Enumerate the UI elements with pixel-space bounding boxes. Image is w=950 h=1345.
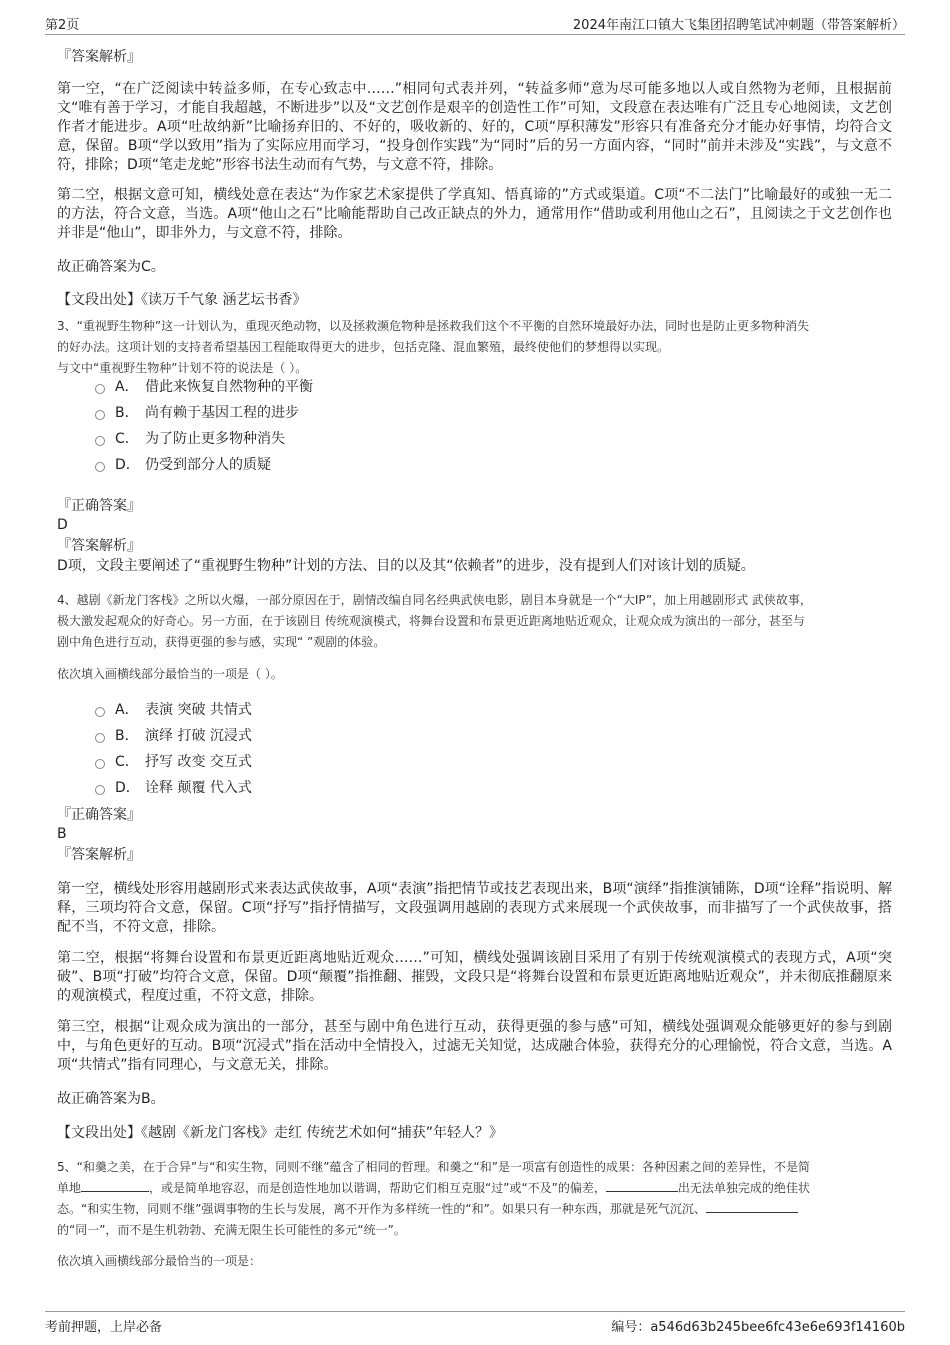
q3-answer-label: 『正确答案』 (57, 498, 141, 514)
page-header (45, 10, 905, 35)
q2-source: 【文段出处】《读万千气象 涵艺坛书香》 (57, 292, 307, 308)
q4-analysis-para-3: 第三空，根据“让观众成为演出的一部分，甚至与剧中角色进行互动，获得更强的参与感”可知，横线处强调观众能够更好的参与到剧中，与角色更好的互动。B项“沉浸式”指在活动中全情投入，过滤无关知觉，达成融合体验，获得充分的心理愉悦，符合文意，当选。A项“共情式”指有同理心，与文意无关，排除。 (57, 1019, 892, 1073)
q3-stem-line-1: 3、“重视野生物种”这一计划认为，重现灭绝动物，以及拯救濒危物种是拯救我们这个不平衡的自然环境最好办法，同时也是防止更多物种消失 (57, 319, 810, 333)
q5-stem (57, 1157, 892, 1241)
radio-icon[interactable] (95, 707, 105, 717)
page-footer (45, 1311, 905, 1336)
q3-answer: D (57, 517, 68, 533)
q3-stem-line-3: 与文中“重视野生物种”计划不符的说法是（ ）。 (57, 361, 308, 375)
q3-option-c[interactable]: C． 为了防止更多物种消失 (95, 430, 285, 448)
radio-icon[interactable] (95, 384, 105, 394)
q4-answer-label: 『正确答案』 (57, 807, 141, 823)
q5-stem-line-4: 的“同一”，而不是生机勃勃、充满无限生长可能性的多元“统一”。 (57, 1223, 406, 1237)
q4-option-b[interactable]: B． 演绎 打破 沉浸式 (95, 727, 252, 745)
q3-stem-line-2: 的好办法。这项计划的支持者希望基因工程能取得更大的进步，包括克隆、混血繁殖，最终使他们的梦想得以实现。 (57, 340, 670, 354)
q5-prompt: 依次填入画横线部分最恰当的一项是： (57, 1254, 262, 1268)
radio-icon[interactable] (95, 759, 105, 769)
q4-prompt: 依次填入画横线部分最恰当的一项是（ ）。 (57, 667, 283, 681)
radio-icon[interactable] (95, 785, 105, 795)
q2-analysis-para-1: 第一空，“在广泛阅读中转益多师，在专心致志中……”相同句式表并列，“转益多师”意为尽可能多地以人或自然物为老师，且根据前文“唯有善于学习，才能自我超越，不断进步”以及“文艺创作是艰辛的创造性工作”可知，文段意在表达唯有广泛且专心地阅读，文艺创作者才能进步。A项“吐故纳新”比喻扬弃旧的、不好的，吸收新的、好的，C项“厚积薄发”形容只有准备充分才能办好事情，均符合文意，保留。B项“学以致用”指为了实际应用而学习，“投身创作实践”为“同时”后的另一方面内容，“同时”前并未涉及“实践”，与文意不符，排除；D项“笔走龙蛇”形容书法生动而有气势，与文意不符，排除。 (57, 81, 892, 173)
q4-answer: B (57, 826, 67, 842)
document-title: 2024年南江口镇大飞集团招聘笔试冲刺题（带答案解析） (572, 18, 905, 33)
q4-option-d[interactable]: D． 诠释 颠覆 代入式 (95, 779, 252, 797)
page-number: 第2页 (45, 18, 80, 33)
fill-blank-3 (706, 1200, 798, 1213)
q4-analysis-label: 『答案解析』 (57, 847, 141, 863)
q4-stem-line-1: 4、越剧《新龙门客栈》之所以火爆，一部分原因在于，剧情改编自同名经典武侠电影，剧目本身就是一个“大IP”，加上用越剧形式 武侠故事， (57, 593, 812, 607)
q4-stem (57, 590, 892, 653)
q4-source: 【文段出处】《越剧《新龙门客栈》走红 传统艺术如何“捕获”年轻人？》 (57, 1125, 503, 1141)
q2-conclusion: 故正确答案为C。 (57, 259, 165, 275)
radio-icon[interactable] (95, 410, 105, 420)
q4-analysis-para-2: 第二空，根据“将舞台设置和布景更近距离地贴近观众……”可知，横线处强调该剧目采用了有别于传统观演模式的表现方式，A项“突破”、B项“打破”均符合文意，保留。D项“颠覆”指推翻、摧毁，文段只是“将舞台设置和布景更近距离地贴近观众”，并未彻底推翻原来的观演模式，程度过重，不符文意，排除。 (57, 950, 892, 1004)
radio-icon[interactable] (95, 436, 105, 446)
q3-stem (57, 316, 892, 379)
q3-option-d[interactable]: D． 仍受到部分人的质疑 (95, 456, 271, 474)
q3-analysis-label: 『答案解析』 (57, 538, 141, 554)
radio-icon[interactable] (95, 462, 105, 472)
document-id: 编号：a546d63b245bee6fc43e6e693f14160b (611, 1320, 905, 1335)
q2-analysis-label: 『答案解析』 (57, 49, 141, 65)
q3-option-a[interactable]: A． 借此来恢复自然物种的平衡 (95, 378, 313, 396)
q2-analysis-para-2: 第二空，根据文意可知，横线处意在表达“为作家艺术家提供了学真知、悟真谛的”方式或渠道。C项“不二法门”比喻最好的或独一无二的方法，符合文意，当选。A项“他山之石”比喻能帮助自己改正缺点的外力，通常用作“借助或利用他山之石”，且阅读之于文艺创作也并非是“他山”，即非外力，与文意不符，排除。 (57, 187, 892, 241)
q4-option-c[interactable]: C． 抒写 改变 交互式 (95, 753, 252, 771)
q4-analysis-para-1: 第一空，横线处形容用越剧形式来表达武侠故事，A项“表演”指把情节或技艺表现出来，B项“演绎”指推演铺陈，D项“诠释”指说明、解释，三项均符合文意，保留。C项“抒写”指抒情描写，文段强调用越剧的表现方式来展现一个武侠故事，而非描写了一个武侠故事，搭配不当，不符文意，排除。 (57, 881, 892, 935)
q4-stem-line-3: 剧中角色进行互动，获得更强的参与感，实现“ ”观剧的体验。 (57, 635, 386, 649)
q4-option-a[interactable]: A． 表演 突破 共情式 (95, 701, 252, 719)
q5-stem-line-2: 单地 ，或是简单地容忍，而是创造性地加以谐调，帮助它们相互克服“过”或“不及”的偏差， 出无法单独完成的绝佳状 (57, 1181, 810, 1195)
footer-slogan: 考前押题，上岸必备 (45, 1320, 163, 1335)
q4-conclusion: 故正确答案为B。 (57, 1091, 165, 1107)
radio-icon[interactable] (95, 733, 105, 743)
q3-option-b[interactable]: B． 尚有赖于基因工程的进步 (95, 404, 299, 422)
q3-analysis: D项，文段主要阐述了“重视野生物种”计划的方法、目的以及其“依赖者”的进步，没有提到人们对该计划的质疑。 (57, 558, 755, 574)
q5-stem-line-1: 5、“和羹之美，在于合异”与“和实生物，同则不继”蕴含了相同的哲理。和羹之“和”是一项富有创造性的成果：各种因素之间的差异性，不是简 (57, 1160, 810, 1174)
q5-stem-line-3: 态。“和实生物，同则不继”强调事物的生长与发展，离不开作为多样统一性的“和”。如果只有一种东西，那就是死气沉沉、 (57, 1199, 892, 1220)
fill-blank-2 (606, 1179, 678, 1192)
q4-stem-line-2: 极大激发起观众的好奇心。另一方面，在于该剧目 传统观演模式，将舞台设置和布景更近距离地贴近观众，让观众成为演出的一部分，甚至与 (57, 614, 805, 628)
fill-blank-1 (81, 1179, 149, 1192)
